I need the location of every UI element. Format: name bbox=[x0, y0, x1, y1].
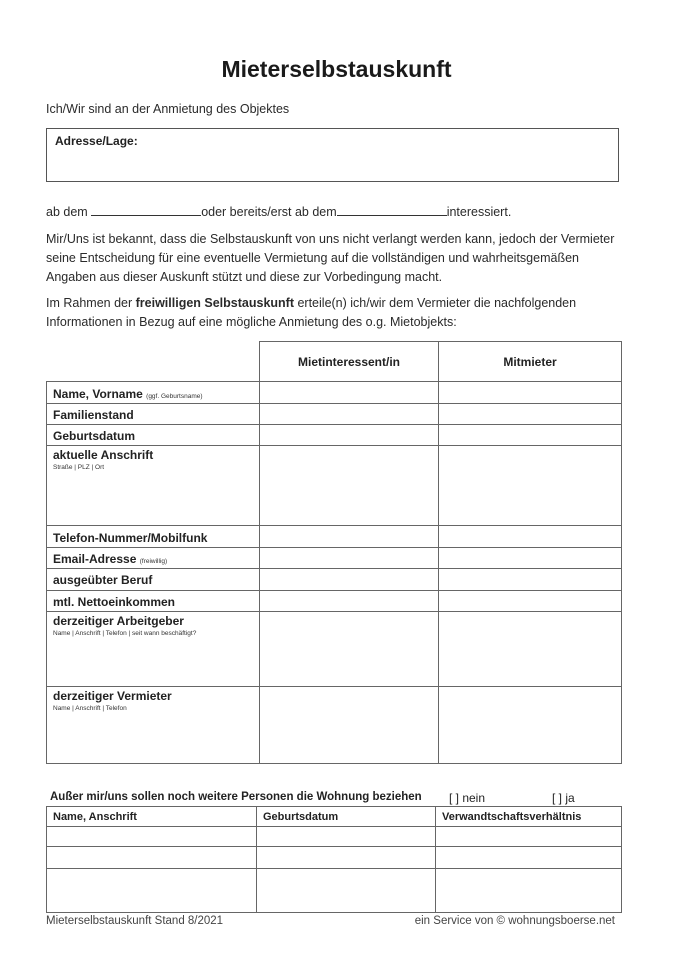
additional-persons-question: Außer mir/uns sollen noch weitere Personen die Wohnung beziehen bbox=[50, 791, 422, 803]
cotenant-phone-field[interactable] bbox=[439, 526, 622, 548]
tenant-occupation-field[interactable] bbox=[260, 569, 439, 591]
cotenant-name-field[interactable] bbox=[439, 382, 622, 404]
person1-name-field[interactable] bbox=[47, 827, 257, 847]
person1-birthdate-field[interactable] bbox=[257, 827, 436, 847]
person3-name-field[interactable] bbox=[47, 869, 257, 913]
row-label-current-address-text: aktuelle Anschrift bbox=[53, 448, 154, 462]
row-label-email-note: (freiwillig) bbox=[139, 558, 168, 565]
tenant-marital-status-field[interactable] bbox=[260, 404, 439, 425]
footer-service-link[interactable]: ein Service von © wohnungsboerse.net bbox=[414, 915, 615, 927]
column-header-cotenant: Mitmieter bbox=[439, 342, 622, 382]
table-corner-empty bbox=[47, 342, 260, 382]
paragraph-consent bbox=[46, 294, 624, 332]
cotenant-landlord-field[interactable] bbox=[439, 687, 622, 764]
person2-name-field[interactable] bbox=[47, 847, 257, 869]
row-label-current-address bbox=[47, 446, 260, 526]
cotenant-occupation-field[interactable] bbox=[439, 569, 622, 591]
row-label-birthdate: Geburtsdatum bbox=[47, 425, 260, 446]
additional-persons-no-checkbox[interactable]: [ ] nein bbox=[449, 791, 486, 805]
row-label-employer-text: derzeitiger Arbeitgeber bbox=[53, 614, 184, 628]
row-label-email bbox=[47, 548, 260, 569]
address-field[interactable] bbox=[46, 128, 619, 182]
date-from-field[interactable] bbox=[91, 202, 201, 216]
tenant-phone-field[interactable] bbox=[260, 526, 439, 548]
additional-persons-table bbox=[46, 806, 622, 913]
person3-birthdate-field[interactable] bbox=[257, 869, 436, 913]
cotenant-employer-field[interactable] bbox=[439, 612, 622, 687]
date-later-label: oder bereits/erst ab dem bbox=[201, 205, 337, 219]
column-header-relationship: Verwandtschaftsverhältnis bbox=[436, 807, 622, 827]
page-title: Mieterselbstauskunft bbox=[221, 56, 452, 82]
person3-relationship-field[interactable] bbox=[436, 869, 622, 913]
tenant-landlord-field[interactable] bbox=[260, 687, 439, 764]
date-line bbox=[46, 202, 511, 222]
tenant-address-field[interactable] bbox=[260, 446, 439, 526]
row-label-name bbox=[47, 382, 260, 404]
row-label-employer bbox=[47, 612, 260, 687]
row-label-employer-sub: Name | Anschrift | Telefon | seit wann beschäftigt? bbox=[53, 630, 197, 637]
address-label: Adresse/Lage: bbox=[55, 134, 138, 148]
row-label-current-address-sub: Straße | PLZ | Ort bbox=[53, 464, 105, 471]
column-header-birthdate: Geburtsdatum bbox=[257, 807, 436, 827]
row-label-landlord-text: derzeitiger Vermieter bbox=[53, 689, 172, 703]
tenant-info-table bbox=[46, 341, 622, 764]
cotenant-address-field[interactable] bbox=[439, 446, 622, 526]
paragraph-consent-end: erteile(n) ich/wir dem Vermieter die nachfolgenden Informationen in Bezug auf eine mögliche Anmietung des o.g. Mietobjekts: bbox=[46, 296, 577, 329]
row-label-phone: Telefon-Nummer/Mobilfunk bbox=[47, 526, 260, 548]
row-label-landlord bbox=[47, 687, 260, 764]
tenant-email-field[interactable] bbox=[260, 548, 439, 569]
cotenant-net-income-field[interactable] bbox=[439, 591, 622, 612]
tenant-name-field[interactable] bbox=[260, 382, 439, 404]
intro-text: Ich/Wir sind an der Anmietung des Objektes bbox=[46, 102, 290, 116]
paragraph-consent-start: Im Rahmen der bbox=[46, 296, 136, 310]
footer-version: Mieterselbstauskunft Stand 8/2021 bbox=[46, 915, 224, 927]
date-later-field[interactable] bbox=[337, 202, 447, 216]
date-from-label: ab dem bbox=[46, 205, 88, 219]
tenant-employer-field[interactable] bbox=[260, 612, 439, 687]
column-header-tenant: Mietinteressent/in bbox=[260, 342, 439, 382]
additional-persons-yes-checkbox[interactable]: [ ] ja bbox=[552, 791, 575, 805]
paragraph-voluntary-notice: Mir/Uns ist bekannt, dass die Selbstauskunft von uns nicht verlangt werden kann, jedoch der Vermieter seine Entscheidung für eine eventuelle Vermietung auf die vollständigen und wahrheitsgemäßen Angaben aus dieser Auskunft stützt und diese zur Vorbedingung macht. bbox=[46, 232, 615, 284]
cotenant-marital-status-field[interactable] bbox=[439, 404, 622, 425]
tenant-birthdate-field[interactable] bbox=[260, 425, 439, 446]
row-label-occupation: ausgeübter Beruf bbox=[47, 569, 260, 591]
row-label-net-income: mtl. Nettoeinkommen bbox=[47, 591, 260, 612]
column-header-name-address: Name, Anschrift bbox=[47, 807, 257, 827]
cotenant-birthdate-field[interactable] bbox=[439, 425, 622, 446]
tenant-net-income-field[interactable] bbox=[260, 591, 439, 612]
row-label-name-note: (ggf. Geburtsname) bbox=[146, 393, 203, 400]
person1-relationship-field[interactable] bbox=[436, 827, 622, 847]
cotenant-email-field[interactable] bbox=[439, 548, 622, 569]
row-label-name-text: Name, Vorname bbox=[53, 387, 143, 401]
row-label-landlord-sub: Name | Anschrift | Telefon bbox=[53, 705, 127, 712]
person2-relationship-field[interactable] bbox=[436, 847, 622, 869]
person2-birthdate-field[interactable] bbox=[257, 847, 436, 869]
date-interest-label: interessiert. bbox=[446, 205, 512, 219]
row-label-marital-status: Familienstand bbox=[47, 404, 260, 425]
paragraph-consent-bold: freiwilligen Selbstauskunft bbox=[135, 296, 294, 310]
row-label-email-text: Email-Adresse bbox=[53, 552, 137, 566]
